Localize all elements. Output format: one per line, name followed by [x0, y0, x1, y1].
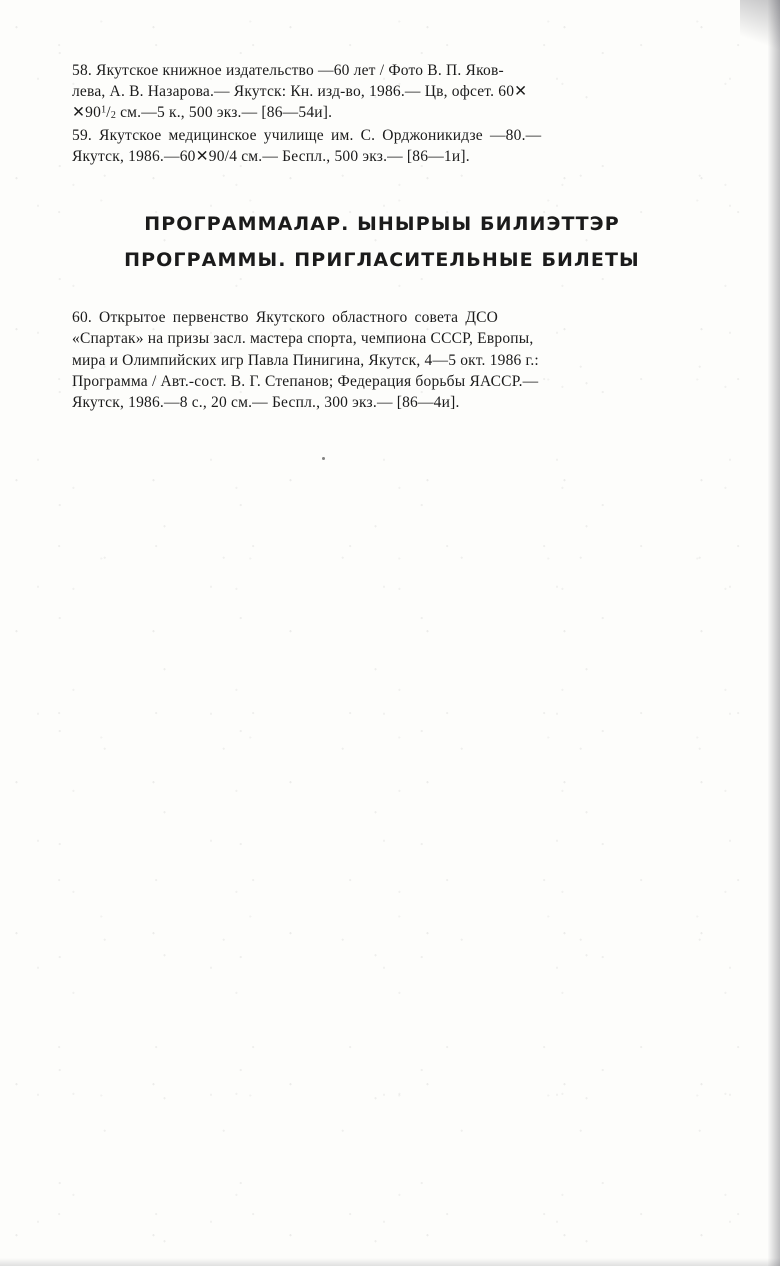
entry-60-line-4: Программа / Авт.-сост. В. Г. Степанов; Федерация борьбы ЯАССР.—	[72, 372, 539, 390]
entry-60-line-1: 60. Открытое первенство Якутского областного совета ДСО	[72, 309, 499, 327]
entry-58-line-3-suffix: см.—5 к., 500 экз.— [86—54и].	[116, 104, 333, 122]
bibliography-entry-58: 58. Якутское книжное издательство —60 лет / Фото В. П. Яков- лева, А. В. Назарова.— Якутск: Кн. изд-во, 1986.— Цв, офсет. 60✕ $✕90^1/_2$ см.—5 к., 500 экз.— [86—54и].	[72, 62, 528, 122]
page-corner-shadow	[740, 0, 780, 58]
entry-60-line-2: «Спартак» на призы засл. мастера спорта, чемпиона СССР, Европы,	[72, 330, 534, 348]
section-heading-yakut: ПРОГРАММАЛАР. ЫНЫРЫЫ БИЛИЭТТЭР	[144, 213, 620, 236]
entry-60-line-3: мира и Олимпийских игр Павла Пинигина, Якутск, 4—5 окт. 1986 г.:	[72, 351, 539, 369]
page-edge-shadow	[768, 0, 780, 1266]
section-headings	[72, 213, 692, 271]
bibliography-entry-59	[72, 125, 692, 167]
entry-59-line-2: Якутск, 1986.—60✕90/4 см.— Беспл., 500 экз.— [86—1и].	[72, 147, 470, 165]
page-bottom-shadow	[0, 1258, 780, 1266]
entry-59-line-1: 59. Якутское медицинское училище им. С. Орджоникидзе —80.—	[72, 126, 542, 144]
entry-58-fraction-denominator: 2	[110, 110, 117, 122]
entry-60-line-5: Якутск, 1986.—8 с., 20 см.— Беспл., 300 экз.— [86—4и].	[72, 394, 460, 412]
entry-58-line-3-prefix: ✕90	[72, 104, 102, 122]
page-content	[72, 60, 692, 414]
scan-artifact-dot	[322, 457, 325, 460]
entry-58-line-2: лева, А. В. Назарова.— Якутск: Кн. изд-во, 1986.— Цв, офсет. 60✕	[72, 83, 528, 101]
entry-58-line-1: 58. Якутское книжное издательство —60 лет / Фото В. П. Яков-	[72, 62, 504, 79]
entry-58-fraction-numerator: 1	[101, 104, 107, 116]
bibliography-entry-60	[72, 307, 692, 413]
section-heading-russian: ПРОГРАММЫ. ПРИГЛАСИТЕЛЬНЫЕ БИЛЕТЫ	[124, 249, 640, 272]
